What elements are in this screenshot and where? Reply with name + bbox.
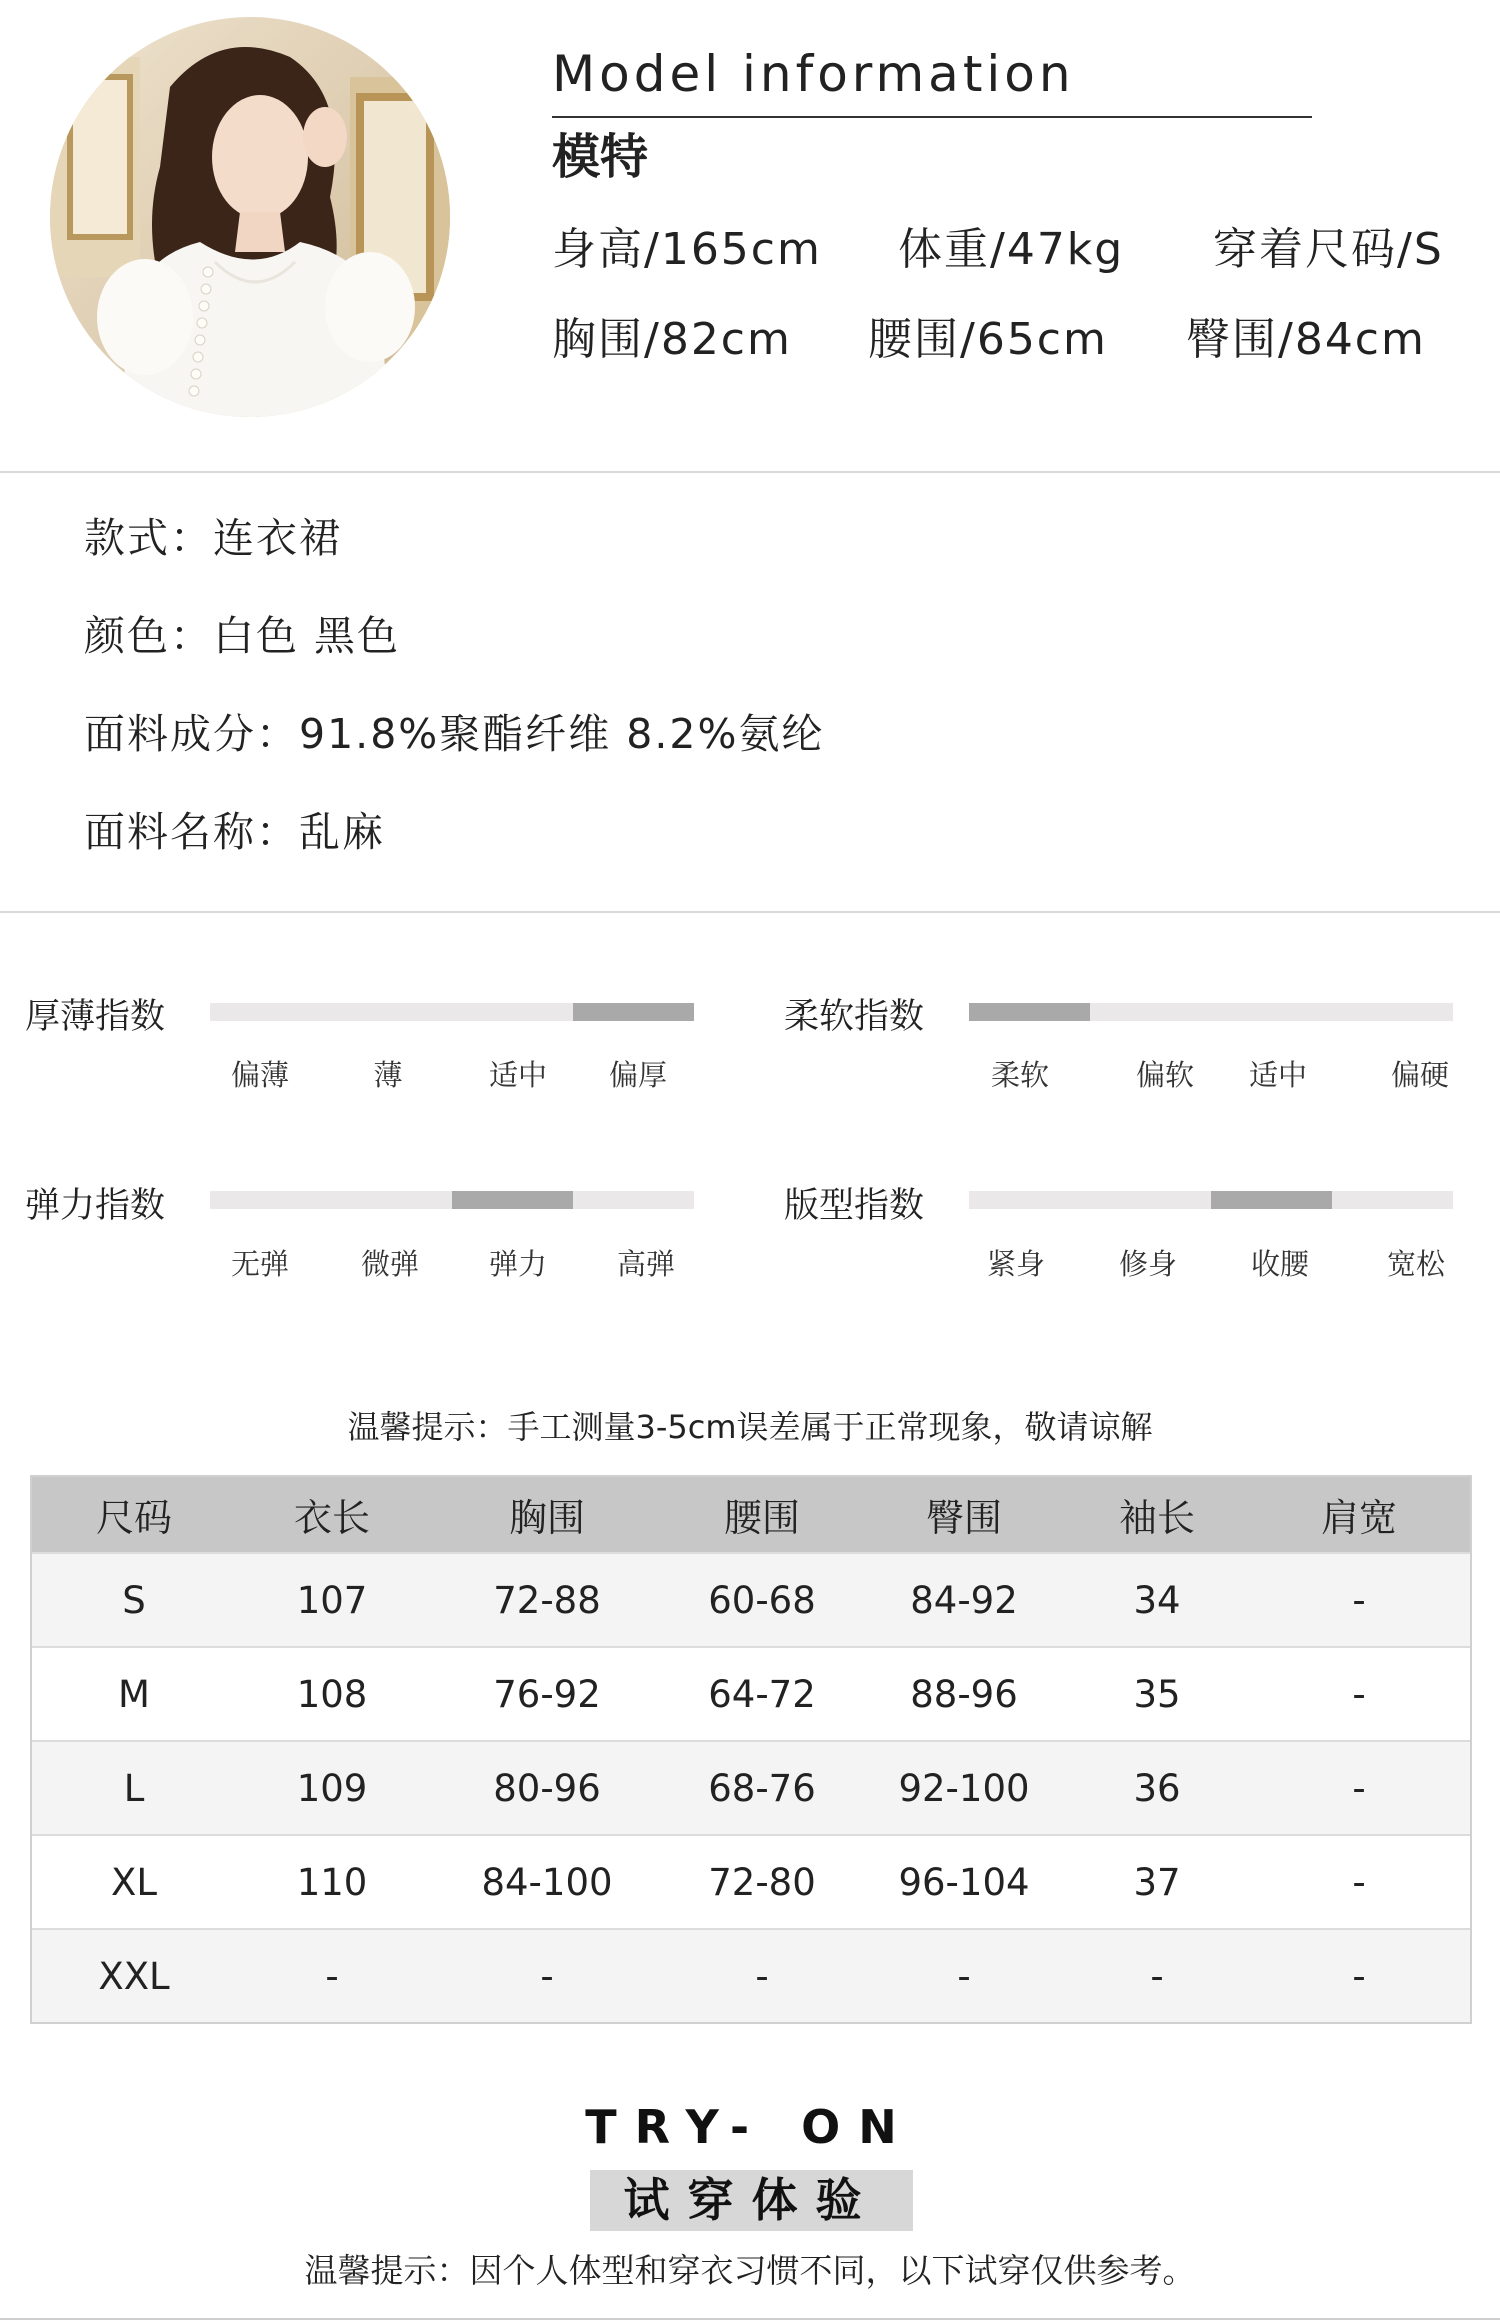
table-cell: 68-76: [708, 1766, 816, 1810]
table-cell: -: [1352, 1954, 1366, 1998]
try-on-title: TRY- ON: [585, 2100, 915, 2154]
model-info-title: Model information: [552, 45, 1075, 103]
column-header: 臀围: [925, 1496, 1003, 1540]
model-waist: 腰围/65cm: [868, 314, 1108, 365]
table-cell: 88-96: [910, 1672, 1018, 1716]
softness-index-bar: [969, 1003, 1453, 1021]
table-cell: -: [540, 1954, 554, 1998]
model-height: 身高/165cm: [552, 224, 822, 275]
section-divider: [0, 911, 1500, 913]
table-cell: -: [1150, 1954, 1164, 1998]
title-underline: [552, 116, 1312, 118]
try-on-subtitle: 试穿体验: [623, 2173, 880, 2227]
table-cell: S: [122, 1578, 146, 1622]
softness-option: 柔软: [990, 1058, 1050, 1092]
product-composition: 面料成分：91.8%聚酯纤维 8.2%氨纶: [84, 710, 825, 758]
table-cell: 34: [1133, 1578, 1181, 1622]
table-cell: -: [957, 1954, 971, 1998]
table-cell: 92-100: [898, 1766, 1030, 1810]
section-divider: [0, 471, 1500, 473]
model-bust: 胸围/82cm: [552, 314, 792, 365]
table-row: [32, 1646, 1470, 1740]
fit-option: 修身: [1118, 1247, 1178, 1281]
column-header: 袖长: [1118, 1496, 1196, 1540]
elasticity-option: 无弹: [230, 1247, 290, 1281]
table-row: [32, 1552, 1470, 1646]
column-header: 胸围: [508, 1496, 586, 1540]
product-fabric-name: 面料名称：乱麻: [84, 808, 385, 856]
size-table: [30, 1475, 1472, 2024]
softness-index-fill: [969, 1003, 1090, 1021]
table-cell: 84-92: [910, 1578, 1018, 1622]
model-info-subtitle: 模特: [552, 129, 649, 185]
model-photo-illustration: [50, 17, 450, 417]
model-size-worn: 穿着尺码/S: [1213, 224, 1444, 275]
model-weight: 体重/47kg: [898, 224, 1125, 275]
thickness-index-bar: [210, 1003, 694, 1021]
elasticity-option: 微弹: [360, 1247, 420, 1281]
thickness-option: 适中: [488, 1058, 548, 1092]
column-header: 衣长: [293, 1496, 371, 1540]
table-cell: M: [118, 1672, 150, 1716]
fit-option: 紧身: [986, 1247, 1046, 1281]
table-cell: -: [1352, 1578, 1366, 1622]
softness-option: 偏软: [1135, 1058, 1195, 1092]
product-color: 颜色：白色 黑色: [84, 612, 401, 660]
model-photo: [50, 17, 450, 417]
fit-index-label: 版型指数: [784, 1186, 925, 1226]
softness-option: 适中: [1248, 1058, 1308, 1092]
thickness-index-fill: [573, 1003, 694, 1021]
table-cell: 84-100: [481, 1860, 613, 1904]
measurement-notice: 温馨提示：手工测量3-5cm误差属于正常现象，敬请谅解: [347, 1408, 1153, 1446]
table-row: [32, 1834, 1470, 1928]
elasticity-index-fill: [452, 1191, 573, 1209]
table-header-row: [32, 1477, 1470, 1552]
table-cell: 72-88: [493, 1578, 601, 1622]
fit-option: 宽松: [1386, 1247, 1446, 1281]
softness-index-label: 柔软指数: [784, 997, 925, 1037]
table-cell: 96-104: [898, 1860, 1030, 1904]
column-header: 腰围: [723, 1496, 801, 1540]
elasticity-option: 弹力: [488, 1247, 548, 1281]
table-cell: 107: [296, 1578, 368, 1622]
table-cell: -: [1352, 1860, 1366, 1904]
table-cell: -: [1352, 1766, 1366, 1810]
column-header: 肩宽: [1320, 1496, 1398, 1540]
thickness-option: 偏薄: [230, 1058, 290, 1092]
column-header: 尺码: [95, 1496, 173, 1540]
table-cell: 35: [1133, 1672, 1181, 1716]
fit-option: 收腰: [1250, 1247, 1310, 1281]
model-hip: 臀围/84cm: [1186, 314, 1426, 365]
try-on-notice: 温馨提示：因个人体型和穿衣习惯不同，以下试穿仅供参考。: [304, 2251, 1196, 2290]
elasticity-index-bar: [210, 1191, 694, 1209]
table-cell: 37: [1133, 1860, 1181, 1904]
table-row: [32, 1740, 1470, 1834]
softness-option: 偏硬: [1390, 1058, 1450, 1092]
bottom-divider: [0, 2318, 1500, 2320]
table-cell: 80-96: [493, 1766, 601, 1810]
table-cell: 110: [296, 1860, 368, 1904]
table-cell: 109: [296, 1766, 368, 1810]
table-row: [32, 1928, 1470, 2022]
table-cell: -: [755, 1954, 769, 1998]
table-cell: 108: [296, 1672, 368, 1716]
fit-index-fill: [1211, 1191, 1332, 1209]
fit-index-bar: [969, 1191, 1453, 1209]
table-cell: 36: [1133, 1766, 1181, 1810]
product-style: 款式：连衣裙: [84, 514, 342, 562]
elasticity-index-label: 弹力指数: [25, 1186, 166, 1226]
table-cell: 72-80: [708, 1860, 816, 1904]
table-cell: 64-72: [708, 1672, 816, 1716]
table-cell: 76-92: [493, 1672, 601, 1716]
table-cell: 60-68: [708, 1578, 816, 1622]
elasticity-option: 高弹: [616, 1247, 676, 1281]
table-cell: -: [325, 1954, 339, 1998]
thickness-option: 薄: [373, 1058, 403, 1092]
table-cell: -: [1352, 1672, 1366, 1716]
thickness-index-label: 厚薄指数: [25, 997, 166, 1037]
table-cell: XXL: [98, 1954, 170, 1998]
table-cell: XL: [111, 1860, 157, 1904]
table-cell: L: [123, 1766, 145, 1810]
thickness-option: 偏厚: [608, 1058, 668, 1092]
